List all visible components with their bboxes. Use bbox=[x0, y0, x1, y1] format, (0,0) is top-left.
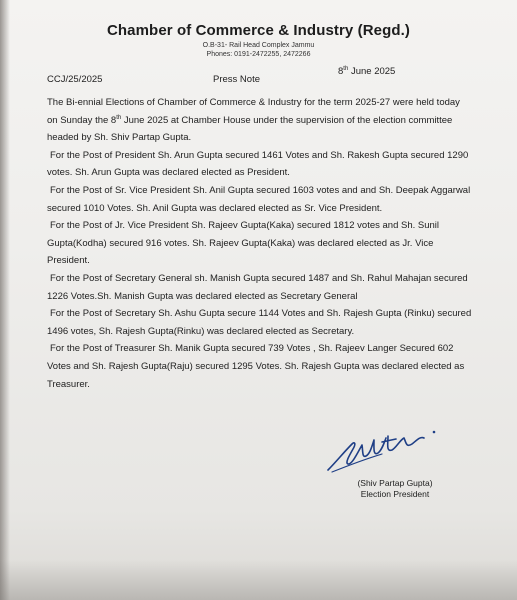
signatory-designation: Election President bbox=[360, 489, 430, 499]
letterhead-address: O.B-31- Rail Head Complex Jammu bbox=[202, 42, 315, 49]
press-note-body bbox=[47, 94, 472, 393]
president-result: For the Post of President Sh. Arun Gupta secured 1461 Votes and Sh. Rakesh Gupta secured 1290 votes. Sh. Arun Gupta was declared elected as President. bbox=[47, 149, 469, 179]
secretary-result: For the Post of Secretary Sh. Ashu Gupta secure 1144 Votes and Sh. Rajesh Gupta (Rinku) secured 1496 votes, Sh. Rajesh Gupta(Rinku) was declared elected as Secretary. bbox=[47, 308, 472, 337]
signatory-name: (Shiv Partap Gupta) bbox=[357, 478, 433, 488]
handwritten-signature bbox=[322, 418, 452, 478]
letterhead-title: Chamber of Commerce & Industry (Regd.) bbox=[106, 22, 410, 39]
document-type: Press Note bbox=[213, 74, 260, 85]
jr-vice-president-result: For the Post of Jr. Vice President Sh. Rajeev Gupta(Kaka) secured 1812 votes and Sh. Sunil Gupta(Kodha) secured 916 votes. Sh. Rajeev Gupta(Kaka) was declared elected as Jr. Vice President. bbox=[47, 220, 440, 267]
page-shadow-left bbox=[0, 0, 10, 600]
page-shadow-bottom bbox=[0, 560, 517, 600]
sr-vice-president-result: For the Post of Sr. Vice President Sh. Anil Gupta secured 1603 votes and and Sh. Deepak Aggarwal secured 1010 Votes. Sh. Anil Gupta was declared elected as Sr. Vice President. bbox=[47, 184, 471, 214]
secretary-general-result: For the Post of Secretary General sh. Manish Gupta secured 1487 and Sh. Rahul Mahajan secured 1226 Votes.Sh. Manish Gupta was declared elected as Secretary General bbox=[47, 272, 468, 302]
treasurer-result: For the Post of Treasurer Sh. Manik Gupta secured 739 Votes , Sh. Rajeev Langer Secured 602 Votes and Sh. Rajesh Gupta(Raju) secured 1295 Votes. Sh. Rajesh Gupta was declared elected as Treasurer. bbox=[47, 343, 465, 390]
reference-number: CCJ/25/2025 bbox=[47, 74, 103, 85]
document-date: 8th June 2025 bbox=[338, 65, 396, 77]
intro-paragraph: The Bi-ennial Elections of Chamber of Commerce & Industry for the term 2025-27 were held today on Sunday the 8th June 2025 at Chamber House under the supervision of the election committee headed by Sh. Shiv Partap Gupta. bbox=[47, 97, 460, 144]
letterhead-phones: Phones: 0191-2472255, 2472266 bbox=[206, 51, 311, 58]
